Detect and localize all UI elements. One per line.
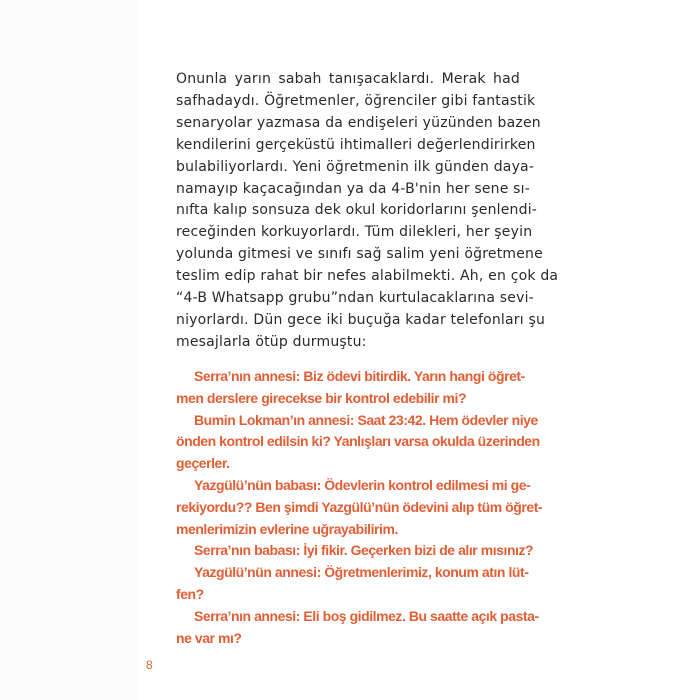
message-line: Yazgülü’nün annesi: Öğretmenlerimiz, konum atın lüt- — [194, 564, 529, 581]
body-line: safhadaydı. Öğretmenler, öğrenciler gibi fantastik — [176, 92, 536, 109]
body-line: teslim edip rahat bir nefes alabilmekti. Ah, en çok da — [176, 268, 559, 285]
message-line: Yazgülü’nün babası: Ödevlerin kontrol edilmesi mi ge- — [194, 476, 531, 493]
message-line: rekiyordu?? Ben şimdi Yazgülü’nün ödevini alıp tüm öğret- — [176, 498, 543, 515]
body-line: namayıp kaçacağından ya da 4-B'nin her sene sı- — [176, 180, 531, 197]
body-line: nıfta kalıp sonsuza dek okul koridorlarını şenlendi- — [176, 202, 538, 219]
body-line: receğinden korkuyorlardı. Tüm dilekleri, her şeyin — [176, 224, 533, 241]
body-line: mesajlarla ötüp durmuştu: — [176, 333, 367, 350]
body-line: “4-B Whatsapp grubu”ndan kurtulacaklarına sevi- — [176, 290, 534, 307]
body-line: bulabiliyorlardı. Yeni öğretmenin ilk günden daya- — [176, 158, 535, 175]
message-line: fen? — [176, 585, 204, 602]
message-line: men derslere girecekse bir kontrol edebilir mi? — [176, 389, 467, 406]
body-line: senaryolar yazmasa da endişeleri yüzünden bazen — [176, 114, 541, 131]
message-line: geçerler. — [176, 455, 230, 472]
message-line: Serra’nın annesi: Eli boş gidilmez. Bu saatte açık pasta- — [194, 607, 539, 624]
message-line: önden kontrol edilsin ki? Yanlışları varsa okulda üzerinden — [176, 433, 540, 450]
message-line: Serra’nın annesi: Biz ödevi bitirdik. Yarın hangi öğret- — [194, 368, 525, 384]
message-line: Bumin Lokman’ın annesi: Saat 23:42. Hem ödevler niye — [194, 411, 538, 428]
body-line: yolunda gitmesi ve sınıfı sağ salim yeni öğretmene — [176, 246, 543, 263]
body-line: Onunla yarın sabah tanışacaklardı. Merak had — [176, 71, 520, 87]
whatsapp-messages — [176, 366, 543, 649]
body-paragraph — [176, 69, 559, 354]
message-line: Serra’nın babası: İyi fikir. Geçerken bizi de alır mısınız? — [194, 542, 534, 559]
page-number: 8 — [146, 658, 153, 672]
page-margin — [0, 0, 138, 700]
body-line: niyorlardı. Dün gece iki buçuğa kadar telefonları şu — [176, 311, 546, 328]
body-line: kendilerini gerçeküstü ihtimalleri değerlendirirken — [176, 136, 536, 153]
message-line: ne var mı? — [176, 629, 242, 646]
message-line: menlerimizin evlerine uğrayabilirim. — [176, 520, 398, 537]
